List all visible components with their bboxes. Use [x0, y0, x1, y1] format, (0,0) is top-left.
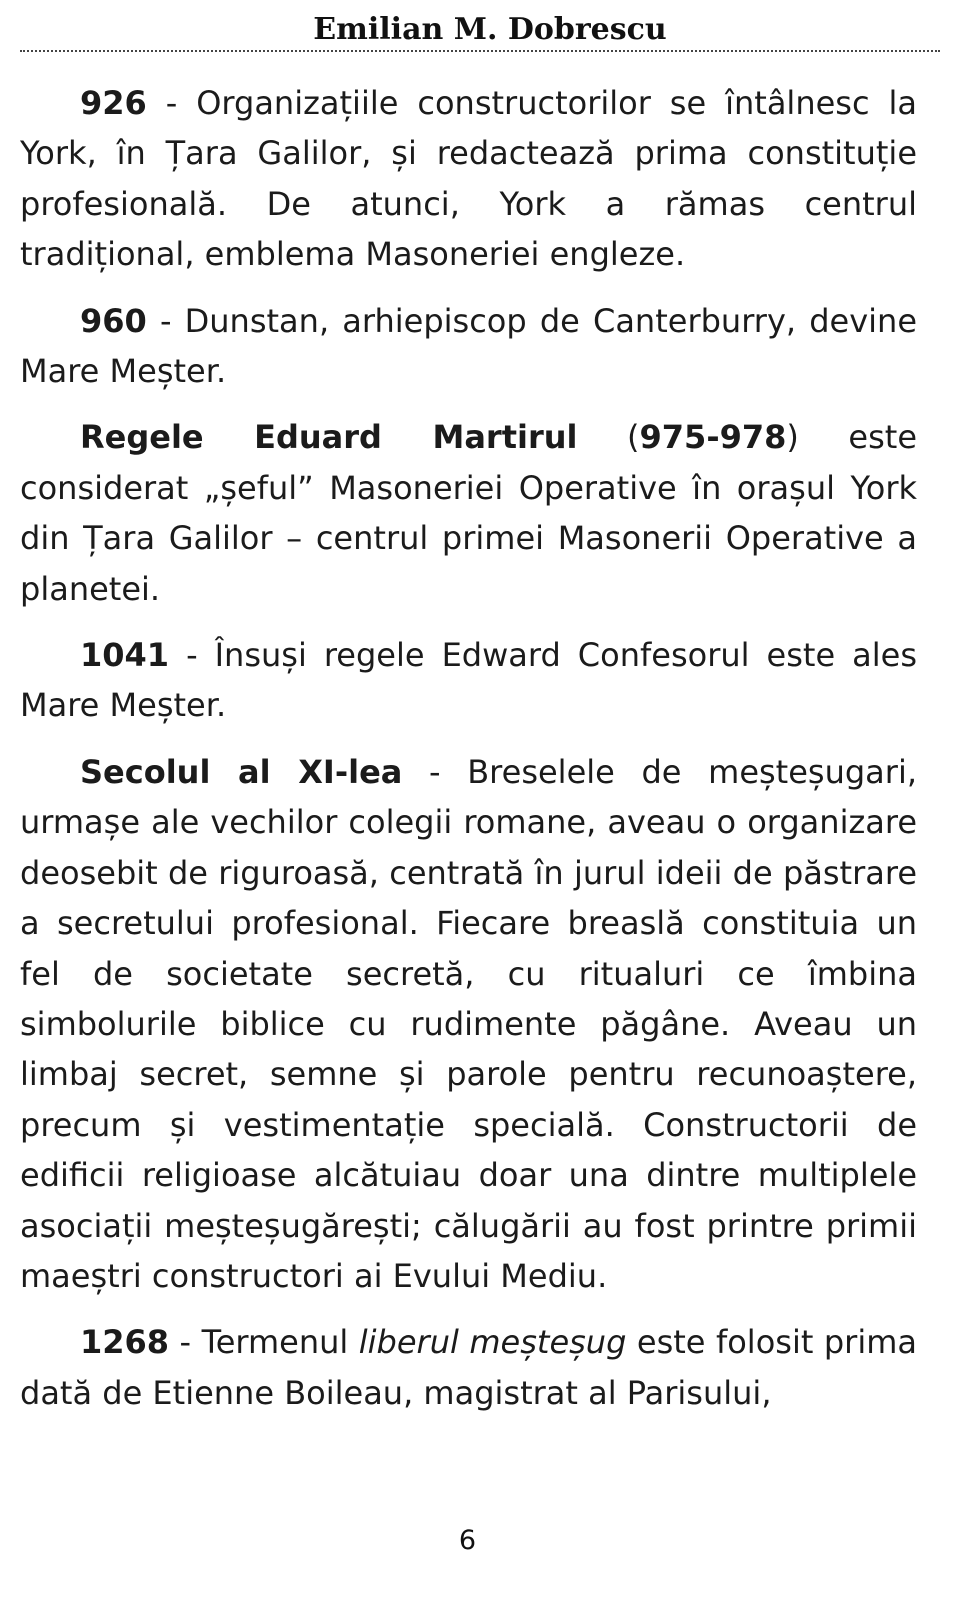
year-926: 926 — [80, 84, 147, 122]
paren-open: ( — [577, 418, 640, 457]
paragraph-eduard-martirul — [20, 412, 917, 614]
paragraph-1268-prefix: - Termenul — [169, 1323, 359, 1362]
paragraph-960-text: - Dunstan, arhiepiscop de Canterburry, devine Mare Meșter. — [20, 301, 917, 391]
body-text — [20, 78, 917, 1418]
year-1268: 1268 — [80, 1323, 170, 1362]
term-liberul-mestesug: liberul meșteșug — [358, 1323, 627, 1362]
paragraph-1268-text: este folosit prima dată de Etienne Boileau, magistrat al Parisului, — [20, 1323, 917, 1412]
paragraph-1041 — [20, 630, 917, 731]
paragraph-secolul-xi-text: - Breselele de meșteșugari, urmașe ale vechilor colegii romane, aveau o organizare deosebit de riguroasă, centrată în jurul ideii de păstrare a secretului profesional. Fiecare breaslă constituia un fel de societate secretă, cu ritualuri ce îmbina simbolurile biblice cu rudimente păgâne. Aveau un limbaj secret, semne și parole pentru recunoaștere, precum și vestimentație specială. Constructorii de edificii religioase alcătuiau doar una dintre multiplele asociații meșteșugărești; călugării au fost printre primii maeștri constructori ai Evului Mediu. — [20, 752, 917, 1295]
century-xi: Secolul al XI-lea — [80, 752, 403, 791]
paragraph-960 — [20, 296, 917, 397]
king-eduard-name: Regele Eduard Martirul — [80, 418, 578, 457]
paragraph-1041-text: - Însuși regele Edward Confesorul este ales Mare Meșter. — [20, 636, 917, 725]
year-1041: 1041 — [80, 636, 170, 675]
page-number: 6 — [458, 1525, 477, 1556]
paragraph-926 — [20, 78, 917, 280]
paragraph-secolul-xi — [20, 747, 917, 1301]
running-head-title: Emilian M. Dobrescu — [313, 12, 667, 47]
paragraph-926-text: - Organizațiile constructorilor se întâlnesc la York, în Țara Galilor, și redactează prima constituție profesională. De atunci, York a rămas centrul tradițional, emblema Masoneriei engleze. — [20, 84, 917, 274]
reign-years: 975-978 — [639, 418, 787, 457]
year-960: 960 — [80, 301, 147, 340]
paragraph-1268 — [20, 1317, 917, 1418]
paragraph-eduard-text: ) este considerat „șeful” Masoneriei Operative în orașul York din Țara Galilor – centrul primei Masonerii Operative a planetei. — [20, 418, 918, 608]
header-dotted-rule — [20, 50, 940, 52]
